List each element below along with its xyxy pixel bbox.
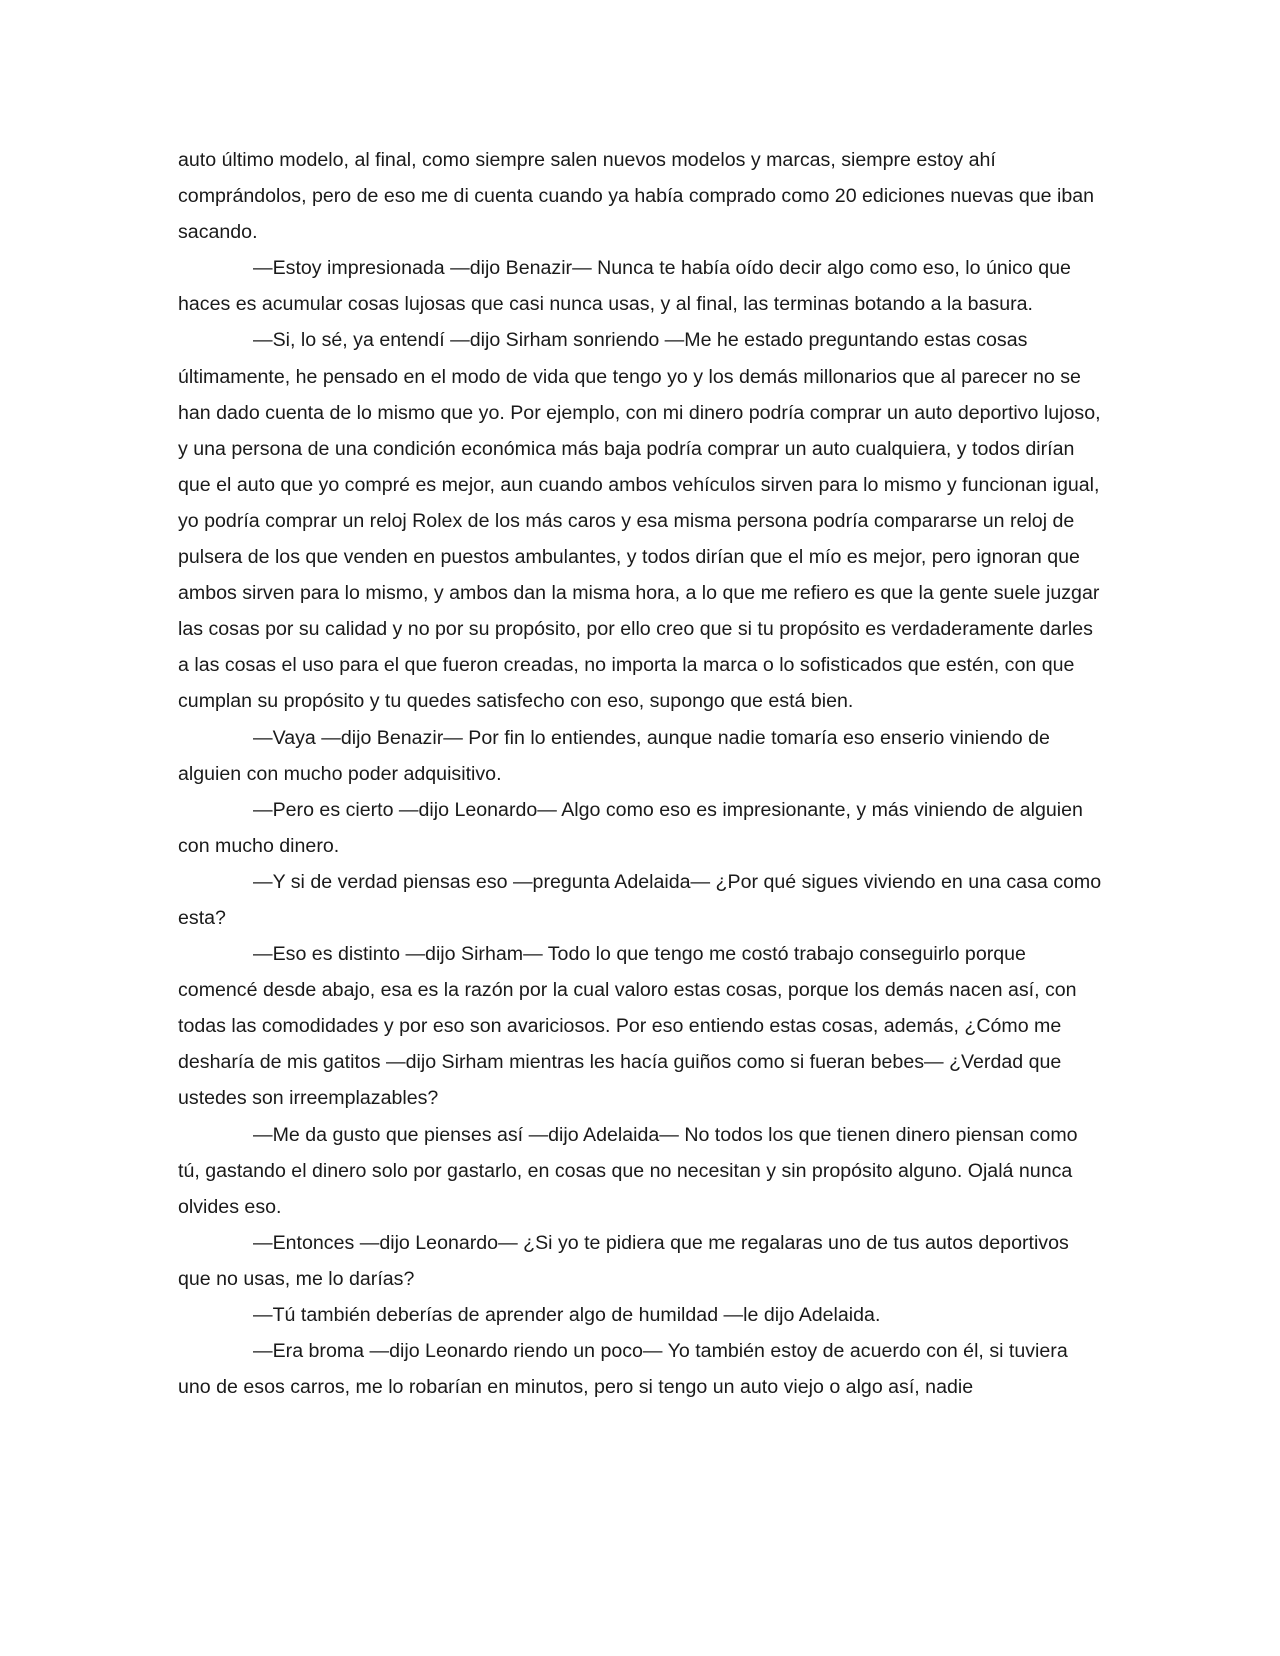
- paragraph: —Me da gusto que pienses así —dijo Adelaida— No todos los que tienen dinero piensan como tú, gastando el dinero solo por gastarlo, en cosas que no necesitan y sin propósito alguno. Ojalá nunca olvides eso.: [178, 1123, 1078, 1218]
- body-text: [178, 142, 1102, 1405]
- paragraph: —Tú también deberías de aprender algo de humildad —le dijo Adelaida.: [253, 1304, 881, 1326]
- paragraph: —Vaya —dijo Benazir— Por fin lo entiendes, aunque nadie tomaría eso enserio viniendo de alguien con mucho poder adquisitivo.: [178, 726, 1050, 785]
- paragraph: —Estoy impresionada —dijo Benazir— Nunca te había oído decir algo como eso, lo único que haces es acumular cosas lujosas que casi nunca usas, y al final, las terminas botando a la basura.: [178, 257, 1071, 316]
- paragraph: —Eso es distinto —dijo Sirham— Todo lo que tengo me costó trabajo conseguirlo porque comencé desde abajo, esa es la razón por la cual valoro estas cosas, porque los demás nacen así, con todas las comodidades y por eso son avariciosos. Por eso entiendo estas cosas, además, ¿Cómo me desharía de mis gatitos —dijo Sirham mientras les hacía guiños como si fueran bebes— ¿Verdad que ustedes son irreemplazables?: [178, 943, 1077, 1110]
- paragraph: —Entonces —dijo Leonardo— ¿Si yo te pidiera que me regalaras uno de tus autos deportivos que no usas, me lo darías?: [178, 1231, 1069, 1290]
- paragraph: —Pero es cierto —dijo Leonardo— Algo como eso es impresionante, y más viniendo de alguien con mucho dinero.: [178, 798, 1083, 857]
- paragraph: —Si, lo sé, ya entendí —dijo Sirham sonriendo —Me he estado preguntando estas cosas últimamente, he pensado en el modo de vida que tengo yo y los demás millonarios que al parecer no se han dado cuenta de lo mismo que yo. Por ejemplo, con mi dinero podría comprar un auto deportivo lujoso, y una persona de una condición económica más baja podría comprar un auto cualquiera, y todos dirían que el auto que yo compré es mejor, aun cuando ambos vehículos sirven para lo mismo y funcionan igual, yo podría comprar un reloj Rolex de los más caros y esa misma persona podría compararse un reloj de pulsera de los que venden en puestos ambulantes, y todos dirían que el mío es mejor, pero ignoran que ambos sirven para lo mismo, y ambos dan la misma hora, a lo que me refiero es que la gente suele juzgar las cosas por su calidad y no por su propósito, por ello creo que si tu propósito es verdaderamente darles a las cosas el uso para el que fueron creadas, no importa la marca o lo sofisticados que estén, con que cumplan su propósito y tu quedes satisfecho con eso, supongo que está bien.: [178, 329, 1101, 713]
- paragraph: auto último modelo, al final, como siempre salen nuevos modelos y marcas, siempre estoy ahí comprándolos, pero de eso me di cuenta cuando ya había comprado como 20 ediciones nuevas que iban sacando.: [178, 149, 1095, 244]
- paragraph: —Y si de verdad piensas eso —pregunta Adelaida— ¿Por qué sigues viviendo en una casa como esta?: [178, 870, 1102, 929]
- paragraph: —Era broma —dijo Leonardo riendo un poco— Yo también estoy de acuerdo con él, si tuviera uno de esos carros, me lo robarían en minutos, pero si tengo un auto viejo o algo así, nadie: [178, 1340, 1068, 1399]
